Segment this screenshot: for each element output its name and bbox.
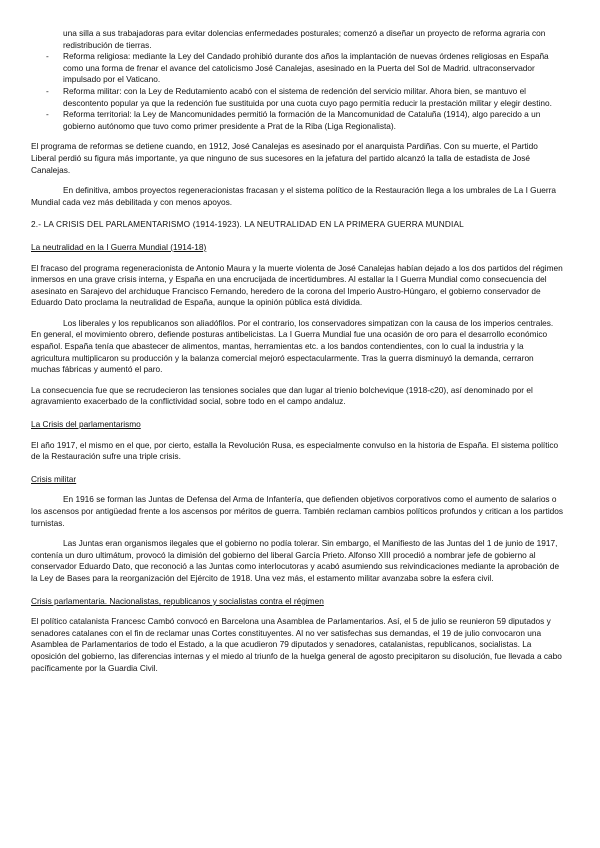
list-item bbox=[31, 109, 564, 132]
section-heading: 2.- LA CRISIS DEL PARLAMENTARISMO (1914-1923). LA NEUTRALIDAD EN LA PRIMERA GUERRA MUNDIAL bbox=[31, 219, 464, 230]
list-item-text: Reforma religiosa: mediante la Ley del Candado prohibió durante dos años la implantación de nuevas órdenes religiosas en España como una forma de frenar el avance del catolicismo José Canalejas, asesinado en la Puerta del Sol de Madrid. ultraconservador impulsado por el Vaticano. bbox=[63, 51, 549, 85]
list-item-text: Reforma militar: con la Ley de Redutamiento acabó con el sistema de redención del servicio militar. Ahora bien, se mantuvo el descontento popular ya que la redención fue sustituida por una cuota cuyo pago permitía reducir la prestación militar y elegir destino. bbox=[63, 85, 552, 108]
bullet-dash-icon: - bbox=[46, 85, 49, 96]
reform-list bbox=[31, 51, 564, 132]
continued-paragraph: una silla a sus trabajadoras para evitar dolencias enfermedades posturales; comenzó a diseñar un proyecto de reforma agraria con redistribución de tierras. bbox=[63, 28, 546, 50]
paragraph-programa: El programa de reformas se detiene cuando, en 1912, José Canalejas es asesinado por el anarquista Pardiñas. Con su muerte, el Partido Liberal perdió su figura más importante, ya que ninguno de sus sucesores en la jefatura del partido alcanzó la talla de estadista de José Canalejas. bbox=[31, 141, 538, 175]
paragraph-juntas-1: En 1916 se forman las Juntas de Defensa del Arma de Infantería, que defienden objetivos corporativos como el aumento de salarios o los ascensos por antigüedad frente a los ascensos por méritos de guerra. También reclaman cambios políticos profundos y critican a los partidos turnistas. bbox=[31, 494, 564, 528]
list-item-text: Reforma territorial: la Ley de Mancomunidades permitió la formación de la Mancomunidad de Cataluña (1914), algo parecido a un gobierno autónomo que tuvo como primer presidente a Prat de la Riba (Liga Regionalista). bbox=[63, 109, 541, 131]
subheading-crisis-militar: Crisis militar bbox=[31, 473, 77, 484]
paragraph-juntas-2: Las Juntas eran organismos ilegales que el gobierno no podía tolerar. Sin embargo, el Manifiesto de las Juntas del 1 de junio de 1917, contenía un duro ultimátum, provocó la dimisión del gobierno del liberal García Prieto. Alfonso XIII procedió a nombrar jefe de gobierno al conservador Eduardo Dato, que reconoció a las Juntas como interlocutoras y acabó asumiendo sus reivindicaciones mediante la aprobación de la Ley de Bases para la reorganización del Ejército de 1918. Una vez más, el estamento militar avanzaba sobre la esfera civil. bbox=[31, 538, 560, 583]
paragraph-fracaso: El fracaso del programa regeneracionista de Antonio Maura y la muerte violenta de José Canalejas habían dejado a los dos partidos del régimen inmersos en una grave crisis interna, y España en una encrucijada de incertidumbres. Al estallar la I Guerra Mundial como consecuencia del asesinato en Sarajevo del archiduque Francisco Fernando, heredero de la corona del Imperio Austro-Húngaro, el gobierno conservador de Eduardo Dato proclama la neutralidad de España, aunque la opinión pública está dividida. bbox=[31, 262, 563, 308]
subheading-crisis-parlamentaria: Crisis parlamentaria. Nacionalistas, republicanos y socialistas contra el régimen bbox=[31, 595, 324, 606]
paragraph-liberales: Los liberales y los republicanos son aliadófilos. Por el contrario, los conservadores simpatizan con la causa de los imperios centrales. En general, el movimiento obrero, defiende posturas antibelicistas. La I Guerra Mundial fue una ocasión de oro para el desarrollo económico español. España tenía que abastecer de alimentos, mantas, herramientas etc. a los bandos contendientes, con lo cual la industria y la agricultura multiplicaron su producción y la balanza comercial mejoró espectacularmente. Tras la guerra disminuyó la demanda, cerraron muchas fábricas y aumentó el paro. bbox=[31, 317, 554, 375]
list-item bbox=[31, 51, 564, 86]
paragraph-consecuencia: La consecuencia fue que se recrudecieron las tensiones sociales que dan lugar al trienio bolchevique (1918-c20), así denominado por el agravamiento exacerbado de la conflictividad social, sobre todo en el campo andaluz. bbox=[31, 384, 533, 407]
subheading-neutralidad: La neutralidad en la I Guerra Mundial (1914-18) bbox=[31, 241, 207, 252]
subheading-crisis-parlamentarismo: La Crisis del parlamentarismo bbox=[31, 419, 141, 430]
bullet-dash-icon: - bbox=[46, 109, 49, 120]
paragraph-definitiva: En definitiva, ambos proyectos regeneracionistas fracasan y el sistema político de la Restauración llega a los umbrales de La I Guerra Mundial cada vez más debilitada y con menos apoyos. bbox=[31, 185, 557, 207]
list-item bbox=[31, 86, 564, 109]
paragraph-1917: El año 1917, el mismo en el que, por cierto, estalla la Revolución Rusa, es especialmente convulso en la historia de España. El sistema político de la Restauración sufre una triple crisis. bbox=[31, 439, 559, 462]
bullet-dash-icon: - bbox=[46, 51, 49, 62]
paragraph-cambo: El político catalanista Francesc Cambó convocó en Barcelona una Asamblea de Parlamentarios. Así, el 5 de julio se reunieron 59 diputados y senadores catalanes con el fin de reclamar unas Cortes constituyentes. Al no ver satisfechas sus demandas, el 19 de julio convocaron una Asamblea de Parlamentarios de todo el Estado, a la que acudieron 79 diputados y senadores, catalanistas, republicanos, socialistas. La oposición del gobierno, las diferencias internas y el miedo al triunfo de la huelga general de agosto precipitaron su disolución, fue llevada a cabo pacíficamente por la Guardia Civil. bbox=[31, 616, 562, 673]
